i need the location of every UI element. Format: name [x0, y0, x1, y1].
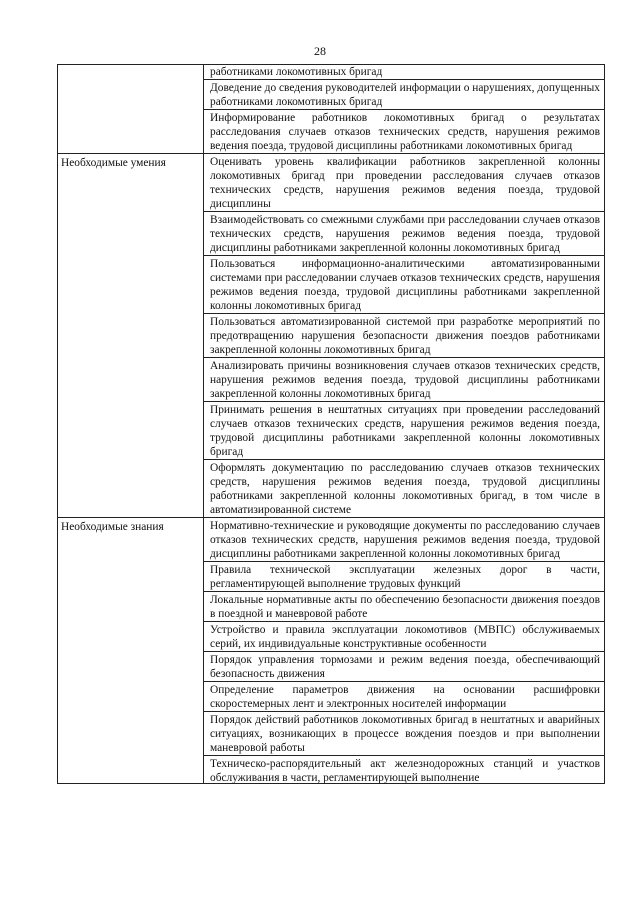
row-label [58, 65, 204, 154]
table-row [58, 65, 605, 154]
list-item: Определение параметров движения на основании расшифровки скоростемерных лент и электронных носителей информации [204, 682, 604, 712]
list-item: Локальные нормативные акты по обеспечению безопасности движения поездов в поездной и маневровой работе [204, 592, 604, 622]
list-item: Устройство и правила эксплуатации локомотивов (МВПС) обслуживаемых серий, их индивидуальные конструктивные особенности [204, 622, 604, 652]
list-item: Информирование работников локомотивных бригад о результатах расследования случаев отказов технических средств, нарушения режимов ведения поезда, трудовой дисциплины работниками локомотивных бригад [210, 112, 600, 152]
list-item: Нормативно-технические и руководящие документы по расследованию случаев отказов технических средств, нарушения режимов ведения поезда, трудовой дисциплины работниками закрепленной колонны локомотивных бригад [204, 518, 604, 562]
list-item: Анализировать причины возникновения случаев отказов технических средств, нарушения режимов ведения поезда, трудовой дисциплины работниками закрепленной колонны локомотивных бригад [204, 358, 604, 402]
row-items [204, 154, 605, 518]
list-item: Пользоваться автоматизированной системой при разработке мероприятий по предотвращению нарушения безопасности движения поездов работниками закрепленной колонны локомотивных бригад [204, 314, 604, 358]
list-item: Пользоваться информационно-аналитическими автоматизированными системами при расследовании случаев отказов технических средств, нарушения режимов ведения поезда, трудовой дисциплины работниками закрепленной колонны локомотивных бригад [204, 256, 604, 314]
row-items [204, 518, 605, 784]
table-row [58, 518, 605, 784]
table-row [58, 154, 605, 518]
list-item: Принимать решения в нештатных ситуациях при проведении расследований случаев отказов технических средств, нарушения режимов ведения поезда, трудовой дисциплины работниками закрепленной колонны локомотивных бригад [204, 402, 604, 460]
list-item: Правила технической эксплуатации железных дорог в части, регламентирующей выполнение трудовых функций [204, 562, 604, 592]
row-label: Необходимые знания [58, 518, 204, 784]
list-item: Техническо-распорядительный акт железнодорожных станций и участков обслуживания в части, регламентирующей выполнение [210, 758, 600, 783]
page-number: 28 [314, 44, 326, 58]
list-item: Порядок действий работников локомотивных бригад в нештатных и аварийных ситуациях, возникающих в процессе вождения поездов и при выполнении маневровой работы [204, 712, 604, 756]
list-item: Доведение до сведения руководителей информации о нарушениях, допущенных работниками локомотивных бригад [204, 80, 604, 110]
list-item: работниками локомотивных бригад [204, 65, 604, 80]
list-item: Оценивать уровень квалификации работников закрепленной колонны локомотивных бригад при проведении расследования случаев отказов технических средств, нарушения режимов ведения поезда, трудовой дисциплины [204, 154, 604, 212]
row-label: Необходимые умения [58, 154, 204, 518]
list-item: Порядок управления тормозами и режим ведения поезда, обеспечивающий безопасность движения [204, 652, 604, 682]
list-item: Взаимодействовать со смежными службами при расследовании случаев отказов технических средств, нарушения режимов ведения поезда, трудовой дисциплины работниками закрепленной колонны локомотивных бригад [204, 212, 604, 256]
competency-table [57, 64, 605, 784]
row-items [204, 65, 605, 154]
list-item: Оформлять документацию по расследованию случаев отказов технических средств, нарушения режимов ведения поезда, трудовой дисциплины работниками закрепленной колонны локомотивных бригад, в том числе в автоматизированной системе [210, 462, 600, 516]
